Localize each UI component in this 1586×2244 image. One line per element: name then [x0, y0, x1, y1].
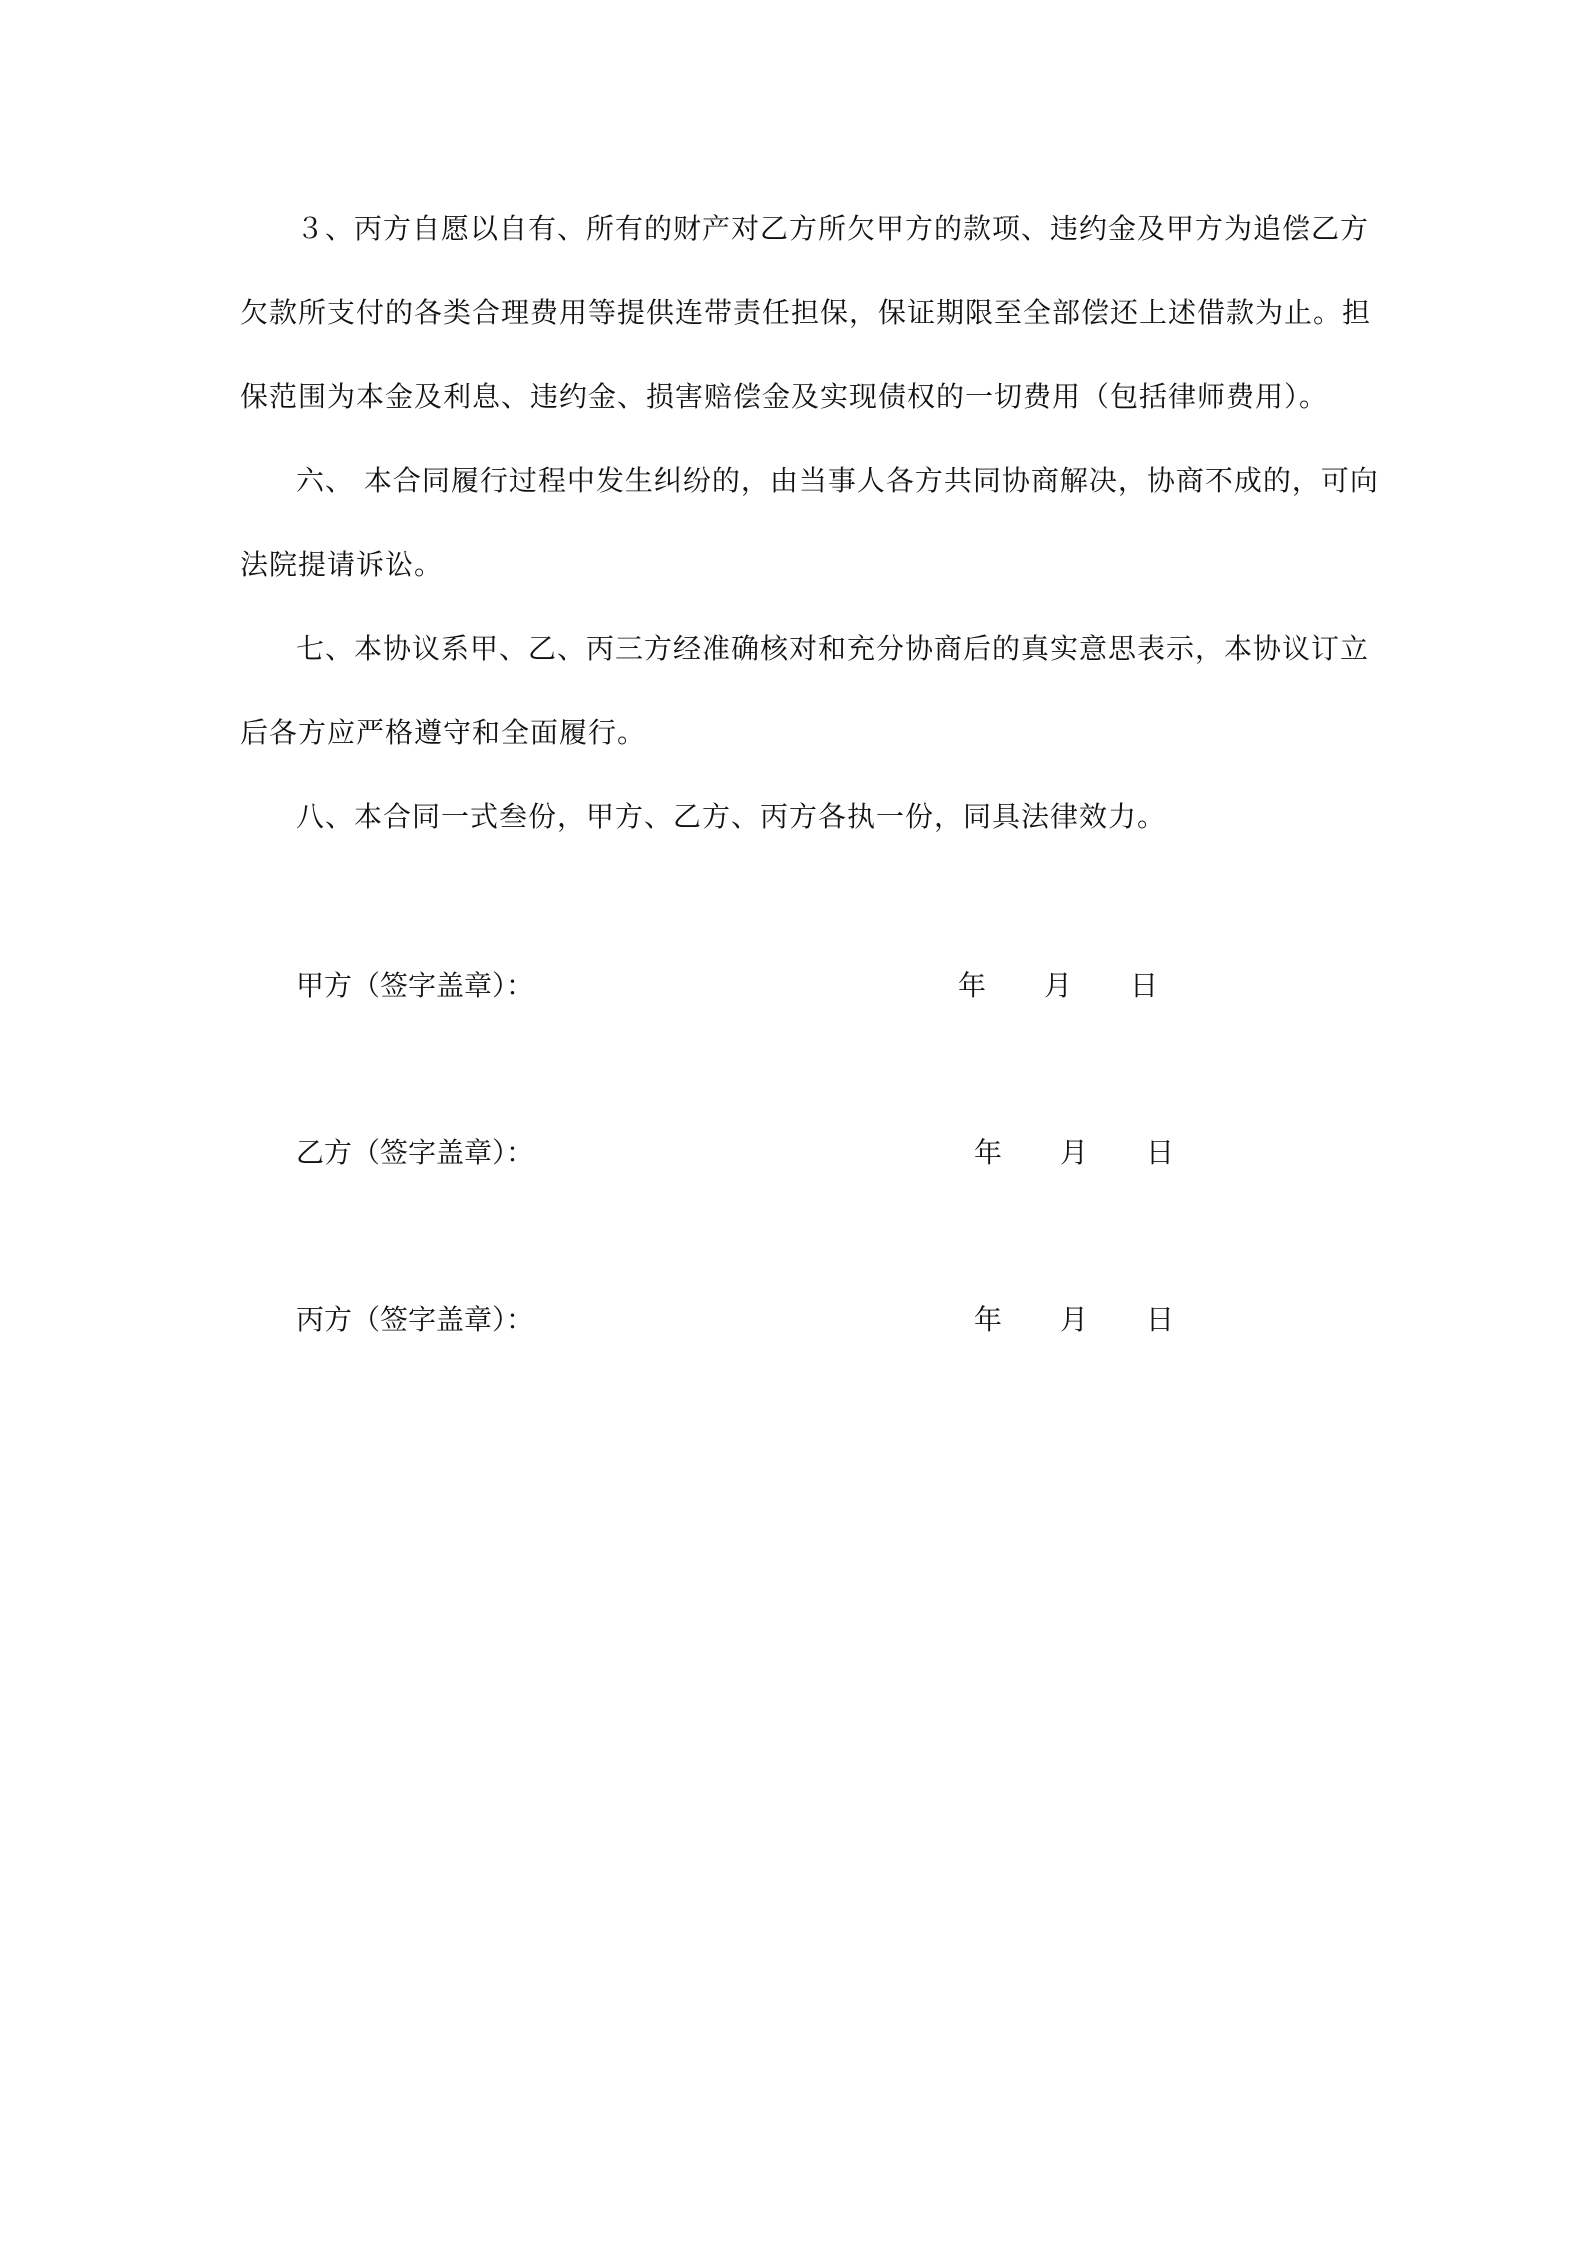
clause-3-line-3: 保范围为本金及利息、违约金、损害赔偿金及实现债权的一切费用（包括律师费用）。: [240, 380, 1329, 413]
clause-6-line-1: 六、 本合同履行过程中发生纠纷的，由当事人各方共同协商解决，协商不成的，可向: [296, 464, 1379, 497]
day-label: 日: [1146, 1136, 1175, 1169]
year-label: 年: [974, 1303, 1003, 1336]
signature-party-a: [296, 966, 1196, 1006]
day-label: 日: [1146, 1303, 1175, 1336]
clause-7-line-1: 七、本协议系甲、乙、丙三方经准确核对和充分协商后的真实意思表示，本协议订立: [296, 632, 1370, 665]
month-label: 月: [1044, 969, 1073, 1002]
signature-party-c: [296, 1300, 1196, 1340]
day-label: 日: [1130, 969, 1159, 1002]
signature-label: 乙方（签字盖章）：: [296, 1136, 535, 1169]
month-label: 月: [1060, 1303, 1089, 1336]
signature-label: 甲方（签字盖章）：: [296, 969, 535, 1002]
signature-label: 丙方（签字盖章）：: [296, 1303, 535, 1336]
date-fields: [958, 966, 1158, 1006]
year-label: 年: [974, 1136, 1003, 1169]
signature-party-b: [296, 1133, 1196, 1173]
date-fields: [974, 1300, 1174, 1340]
clause-8-line-1: 八、本合同一式叁份，甲方、乙方、丙方各执一份，同具法律效力。: [296, 800, 1167, 833]
month-label: 月: [1060, 1136, 1089, 1169]
year-label: 年: [958, 969, 987, 1002]
date-fields: [974, 1133, 1174, 1173]
clause-3-line-1: ３、丙方自愿以自有、所有的财产对乙方所欠甲方的款项、违约金及甲方为追偿乙方: [296, 212, 1370, 245]
clause-3-line-2: 欠款所支付的各类合理费用等提供连带责任担保，保证期限至全部偿还上述借款为止。担: [240, 296, 1372, 329]
clause-7-line-2: 后各方应严格遵守和全面履行。: [240, 716, 647, 749]
clause-6-line-2: 法院提请诉讼。: [240, 548, 444, 581]
